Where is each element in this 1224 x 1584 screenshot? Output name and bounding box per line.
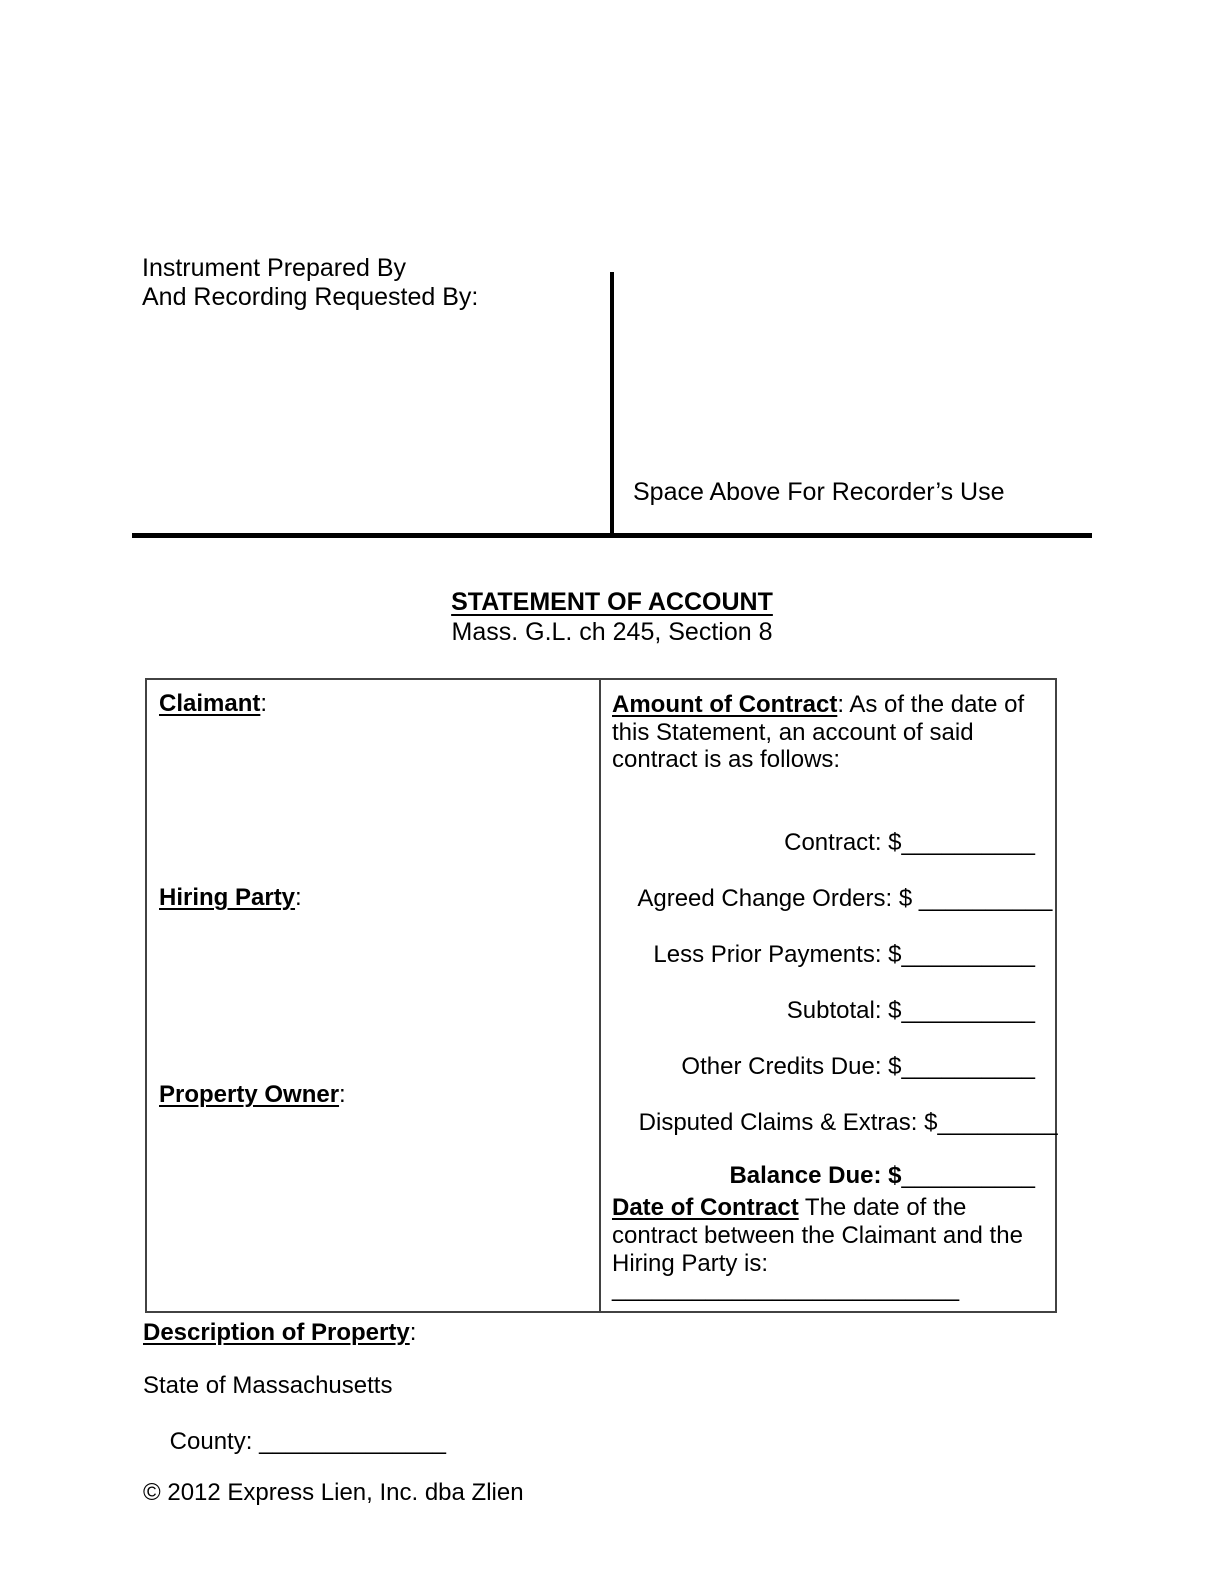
header-separator-rule <box>132 533 1092 538</box>
document-title: STATEMENT OF ACCOUNT <box>451 588 773 616</box>
recording-request-block <box>142 254 478 312</box>
subtotal-blank: __________ <box>901 997 1035 1024</box>
county-label: County: <box>169 1428 260 1455</box>
other-credits-due-blank: __________ <box>901 1053 1035 1080</box>
claimant-label-colon: : <box>260 690 268 717</box>
instrument-prepared-by-line: Instrument Prepared By <box>142 254 407 282</box>
agreed-change-orders-blank: __________ <box>918 885 1053 912</box>
amount-of-contract-text: : As of the date of this Statement, an account of said contract is as follows: <box>612 691 1025 773</box>
claimant-label <box>159 690 267 718</box>
hiring-party-label-colon: : <box>295 884 302 911</box>
recorder-use-label: Space Above For Recorder’s Use <box>633 478 1005 506</box>
disputed-claims-extras-label: Disputed Claims & Extras: $ <box>638 1109 938 1136</box>
other-credits-due-label: Other Credits Due: $ <box>681 1053 902 1080</box>
amount-of-contract-paragraph <box>612 691 1040 774</box>
description-of-property-text: Description of Property <box>143 1319 410 1346</box>
date-of-contract-text: The date of the contract between the Claimant and the Hiring Party is: <box>612 1194 1023 1277</box>
date-of-contract-paragraph <box>612 1194 1040 1278</box>
balance-due-blank: __________ <box>901 1162 1035 1189</box>
column-divider-line <box>599 678 601 1313</box>
disputed-claims-extras-blank: _________ <box>937 1109 1058 1136</box>
agreed-change-orders-label: Agreed Change Orders: $ <box>637 885 919 912</box>
hiring-party-label-text: Hiring Party <box>159 884 296 911</box>
claimant-label-text: Claimant <box>159 690 261 717</box>
property-owner-label-colon: : <box>339 1081 346 1108</box>
recording-requested-by-line: And Recording Requested By: <box>142 283 479 311</box>
contract-amount-label: Contract: $ <box>784 829 902 856</box>
subtotal-label: Subtotal: $ <box>786 997 902 1024</box>
state-line: State of Massachusetts <box>143 1372 393 1399</box>
less-prior-payments-label: Less Prior Payments: $ <box>653 941 902 968</box>
statute-reference: Mass. G.L. ch 245, Section 8 <box>451 618 773 646</box>
description-of-property-label <box>143 1319 416 1347</box>
county-line <box>143 1400 446 1484</box>
date-of-contract-heading: Date of Contract <box>612 1194 799 1221</box>
description-of-property-colon: : <box>409 1319 417 1346</box>
recorder-space-vertical-divider <box>610 272 614 533</box>
county-blank: ______________ <box>259 1428 446 1455</box>
less-prior-payments-blank: __________ <box>901 941 1035 968</box>
amount-of-contract-heading: Amount of Contract <box>612 691 838 718</box>
copyright-line: © 2012 Express Lien, Inc. dba Zlien <box>143 1479 524 1506</box>
contract-amount-blank: __________ <box>901 829 1035 856</box>
property-owner-label <box>159 1081 346 1109</box>
hiring-party-label <box>159 884 302 912</box>
balance-due-label: Balance Due: $ <box>729 1162 902 1189</box>
property-owner-label-text: Property Owner <box>159 1081 340 1108</box>
date-of-contract-blank: __________________________ <box>612 1275 960 1302</box>
